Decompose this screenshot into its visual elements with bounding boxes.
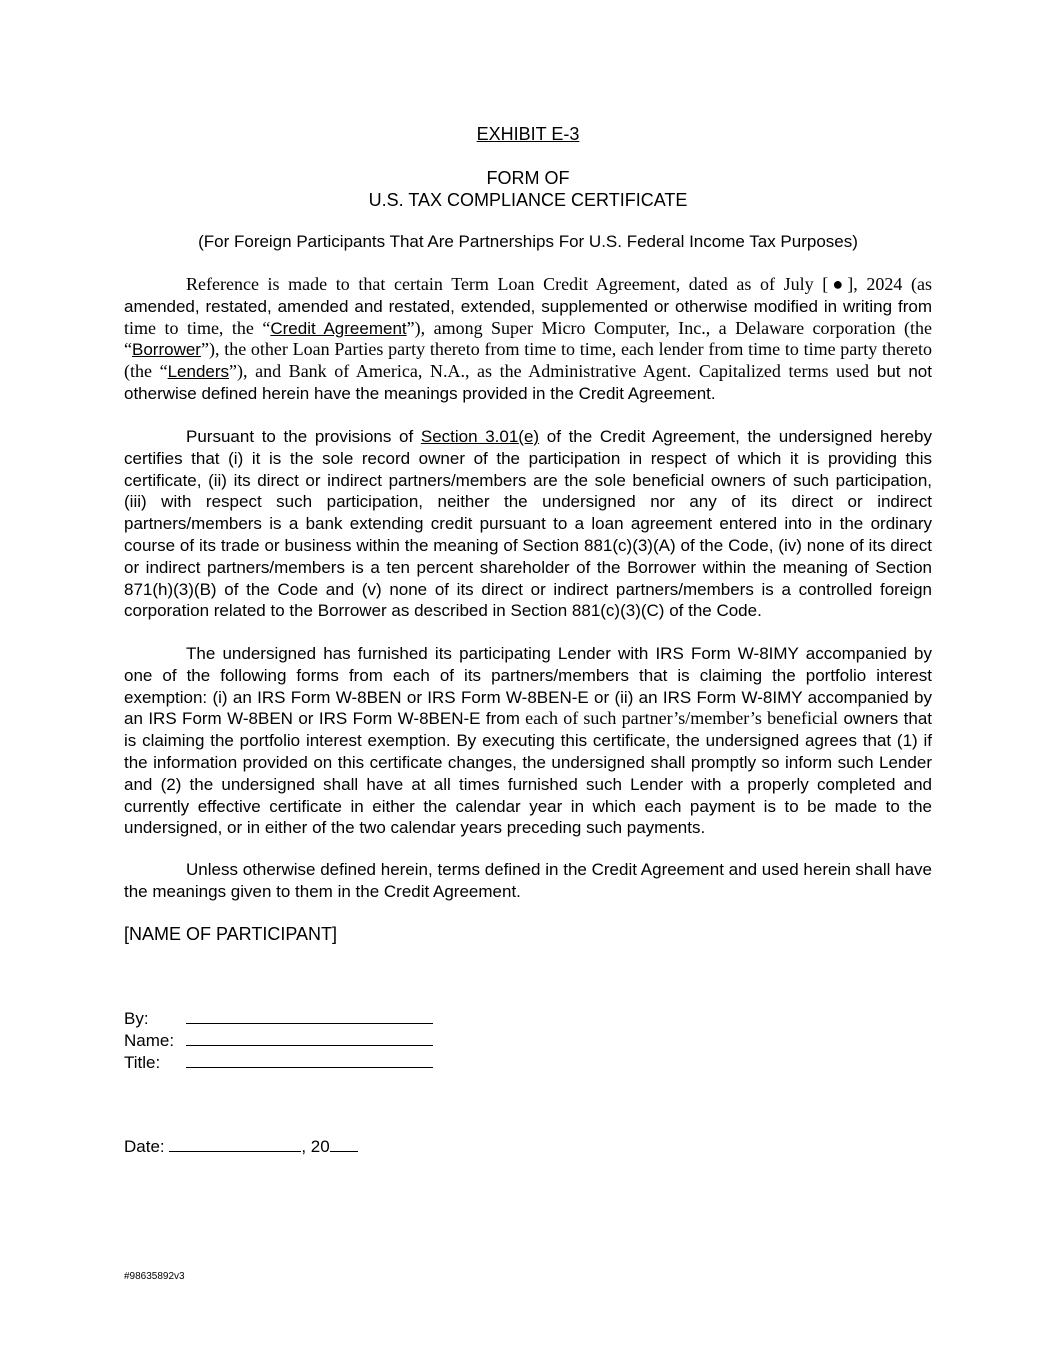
p3-text-c: owners that is claiming the portfolio interest exemption. By executing this certificate, the undersigned agrees that (1) if the information provided on this certificate changes, the undersigned shall promptly so inform such Lender and (2) the undersigned shall have at all times furnished such Lender with a properly completed and currently effective certificate in either the calendar year in which each payment is to be made to the undersigned, or in either of the two calendar years preceding such payments. xyxy=(124,709,933,838)
p2-text-a: Pursuant to the provisions of xyxy=(186,427,421,446)
date-year-prefix: , 20 xyxy=(301,1137,330,1156)
term-credit-agreement: Credit Agreement xyxy=(270,318,407,338)
exhibit-heading: EXHIBIT E-3 xyxy=(476,124,580,144)
year-blank[interactable] xyxy=(330,1137,358,1152)
name-line[interactable] xyxy=(186,1031,433,1046)
form-of-line: FORM OF xyxy=(486,168,570,188)
document-id: #98635892v3 xyxy=(124,1271,185,1282)
term-lenders: Lenders xyxy=(167,362,230,382)
form-title xyxy=(124,167,932,211)
p2-text-b: of the Credit Agreement, the undersigned hereby certifies that (i) it is the sole record owner of the participation in respect of which it is providing this certificate, (ii) its direct or indirect partners/members are the sole beneficial owners of such participation, (iii) with respect such participation, neither the undersigned nor any of its direct or indirect partners/members is a bank extending credit pursuant to a loan agreement entered into in the ordinary course of its trade or business within the meaning of Section 881(c)(3)(A) of the Code, (iv) none of its direct or indirect partners/members is a ten percent shareholder of the Borrower within the meaning of Section 871(h)(3)(B) of the Code and (v) none of its direct or indirect partners/members is a controlled foreign corporation related to the Borrower as described in Section 881(c)(3)(C) of the Code. xyxy=(124,427,932,621)
p1-text-g: but not otherwise defined herein have the meanings provided in the Credit Agreement. xyxy=(124,362,932,403)
signature-title-row xyxy=(124,1053,433,1073)
paragraph-forms xyxy=(124,643,932,839)
p1-text-f: ”), and Bank of America, N.A., as the Administrative Agent. Capitalized terms used xyxy=(229,361,870,382)
p1-text-a: Reference is made to that certain Term Loan Credit Agreement, dated as of July [●], 2024 (as xyxy=(186,274,932,294)
paragraph-definitions: Unless otherwise defined herein, terms defined in the Credit Agreement and used herein shall have the meanings given to them in the Credit Agreement. xyxy=(124,860,932,901)
title-line[interactable] xyxy=(186,1053,433,1068)
date-blank[interactable] xyxy=(169,1137,301,1152)
date-label: Date: xyxy=(124,1137,170,1156)
by-label: By: xyxy=(124,1009,149,1028)
paragraph-reference xyxy=(124,274,932,405)
by-line[interactable] xyxy=(186,1009,433,1024)
p3-text-a: The undersigned has furnished its participating Lender with IRS Form W-8IMY accompanied by one of the following forms from each of its partners/members that is claiming the portfolio interest exemption: (i) an IRS Form W-8BEN or IRS Form W-8BEN-E or (ii) an IRS Form W-8IMY accompanied by an IRS Form W-8BEN or IRS Form W-8BEN-E from xyxy=(124,644,932,729)
certificate-title: U.S. TAX COMPLIANCE CERTIFICATE xyxy=(368,190,688,210)
title-label: Title: xyxy=(124,1053,161,1072)
signature-by-row xyxy=(124,1009,433,1029)
paragraph-certification xyxy=(124,426,932,622)
section-reference: Section 3.01(e) xyxy=(420,427,540,446)
signature-name-row xyxy=(124,1031,433,1051)
p1-text-d: ”), among Super Micro Computer, Inc., a Delaware corporation (the “ xyxy=(124,317,932,360)
date-row xyxy=(124,1137,358,1157)
form-subtitle: (For Foreign Participants That Are Partnerships For U.S. Federal Income Tax Purposes) xyxy=(198,232,858,251)
participant-name: [NAME OF PARTICIPANT] xyxy=(124,924,338,944)
p1-text-e: ”), the other Loan Parties party thereto from time to time, each lender from time to time party thereto (the “ xyxy=(124,339,932,382)
p1-text-c: time to time, the “ xyxy=(124,317,271,338)
p3-text-b: each of such partner’s/member’s beneficial xyxy=(519,708,839,729)
term-borrower: Borrower xyxy=(132,340,201,360)
name-label: Name: xyxy=(124,1031,175,1050)
p1-text-b: amended, restated, amended and restated, extended, supplemented or otherwise modified in writing from xyxy=(124,296,932,316)
